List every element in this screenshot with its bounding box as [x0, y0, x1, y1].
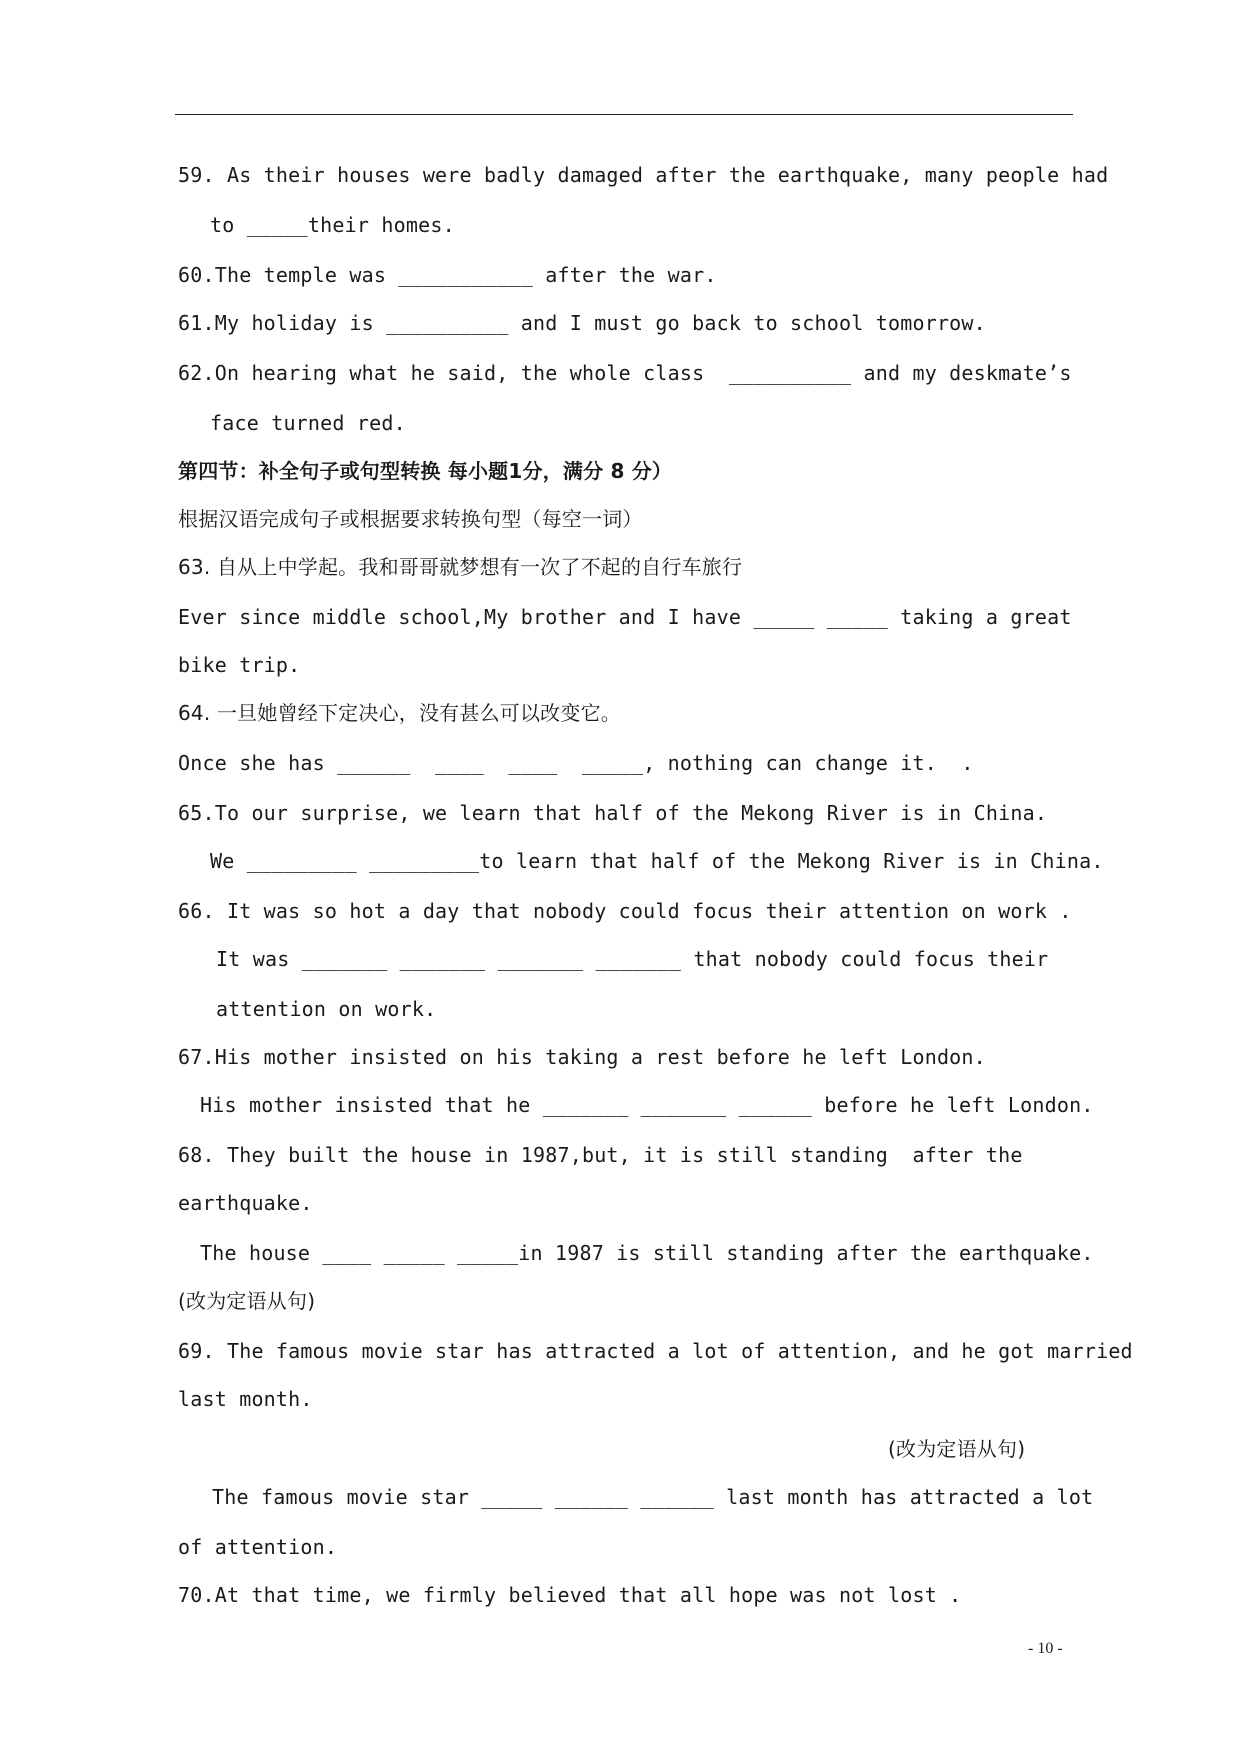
section-4-heading: 第四节：补全句子或句型转换 每小题1分，满分 8 分）: [178, 459, 673, 483]
header-rule: [175, 114, 1073, 115]
q68-original-line2: earthquake.: [178, 1191, 313, 1215]
q66-rewrite-line2: attention on work.: [216, 997, 437, 1021]
q60: 60.The temple was ___________ after the war.: [178, 263, 717, 287]
page-number: - 10 -: [1028, 1640, 1063, 1657]
q67-rewrite: His mother insisted that he _______ _______ ______ before he left London.: [200, 1093, 1094, 1117]
q66-rewrite-line1: It was _______ _______ _______ _______ that nobody could focus their: [216, 947, 1049, 971]
q70-original: 70.At that time, we firmly believed that all hope was not lost .: [178, 1583, 962, 1607]
q63-english-line1: Ever since middle school,My brother and I have _____ _____ taking a great: [178, 605, 1072, 629]
q62-line1: 62.On hearing what he said, the whole class __________ and my deskmate’s: [178, 361, 1072, 385]
q65-original: 65.To our surprise, we learn that half of the Mekong River is in China.: [178, 801, 1048, 825]
q66-original: 66. It was so hot a day that nobody could focus their attention on work .: [178, 899, 1072, 923]
q62-line2: face turned red.: [210, 411, 406, 435]
q67-original: 67.His mother insisted on his taking a rest before he left London.: [178, 1045, 986, 1069]
q59-line2: to _____their homes.: [210, 213, 455, 237]
q63-english-line2: bike trip.: [178, 653, 301, 677]
q69-instruction: (改为定语从句): [888, 1437, 1026, 1461]
q65-rewrite: We _________ _________to learn that half of the Mekong River is in China.: [210, 849, 1104, 873]
q64-chinese: 64. 一旦她曾经下定决心，没有甚么可以改变它。: [178, 701, 621, 725]
q69-rewrite-line1: The famous movie star _____ ______ ______ last month has attracted a lot: [212, 1485, 1094, 1509]
q68-rewrite: The house ____ _____ _____in 1987 is still standing after the earthquake.: [200, 1241, 1094, 1265]
q64-english: Once she has ______ ____ ____ _____, nothing can change it. .: [178, 751, 974, 775]
section-4-instructions: 根据汉语完成句子或根据要求转换句型（每空一词）: [178, 507, 643, 531]
q69-original-line2: last month.: [178, 1387, 313, 1411]
q61: 61.My holiday is __________ and I must go back to school tomorrow.: [178, 311, 986, 335]
q63-chinese: 63. 自从上中学起。我和哥哥就梦想有一次了不起的自行车旅行: [178, 555, 743, 579]
q69-original-line1: 69. The famous movie star has attracted a lot of attention, and he got married: [178, 1339, 1133, 1363]
q59-line1: 59. As their houses were badly damaged after the earthquake, many people had: [178, 163, 1109, 187]
q69-rewrite-line2: of attention.: [178, 1535, 338, 1559]
q68-instruction: (改为定语从句): [178, 1289, 316, 1313]
q68-original-line1: 68. They built the house in 1987,but, it is still standing after the: [178, 1143, 1023, 1167]
